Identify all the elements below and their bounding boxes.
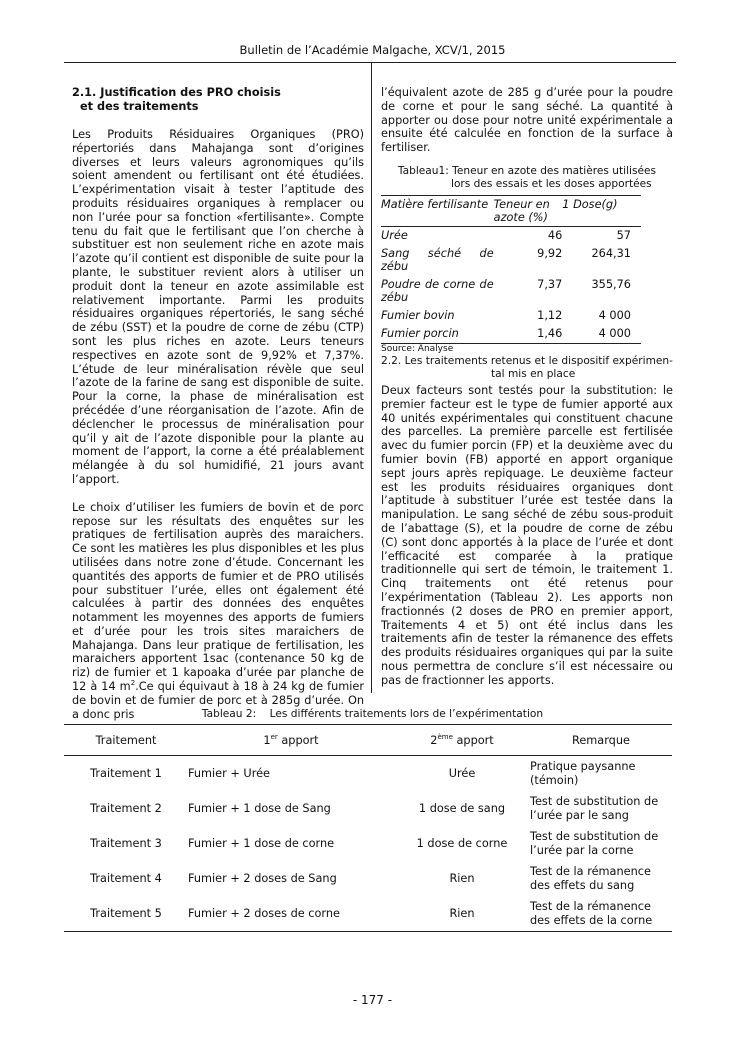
table2-cell-apport2: Rien: [449, 906, 475, 920]
section-title-line1: 2.1. Justification des PRO choisis: [72, 86, 281, 99]
table2-header-row: [64, 725, 672, 756]
table-row: [64, 826, 672, 861]
table1-cell-name: Fumier porcin: [381, 326, 459, 340]
table-row: [64, 791, 672, 826]
table2-cell-remarque: Test de substitution de l’urée par la corne: [530, 829, 659, 857]
paragraph-2-part1: Le choix d’utiliser les fumiers de bovin et de porc repose sur les résultats des enquêtes sur les pratiques de fertilisation auprès des maraichers. Ce sont les matières les plus disponibles et les plus utilisées dans notre zone d’étude. Concernant les quantités des apports de fumier et de PRO utilisés pour substituer l’urée, elles ont également été calculées à partir des données des enquêtes notamment les moyennes des apports de fumiers et d’urée pour les trois sites maraichers de Mahajanga. Dans leur pratique de fertilisation, les maraichers apportent 1sac (contenance 50 kg de riz) de fumier et 1 kapoaka d’urée par planche de 12 à 14 m: [72, 500, 364, 694]
table1-cell-name: Sang séché de zébu: [381, 246, 494, 273]
table2-caption: Tableau 2: Les différents traitements lors de l’expérimentation: [201, 708, 544, 720]
section-title-line2: et des traitements: [80, 100, 199, 113]
header-apport1-num: 1: [263, 733, 271, 747]
table1-cell-azote: 9,92: [537, 246, 563, 260]
header-apport1-text: apport: [277, 733, 319, 747]
table1-cell-azote: 1,12: [537, 308, 563, 322]
table-row: [381, 226, 641, 245]
paragraph-bottom: Deux facteurs sont testés pour la substitution: le premier facteur est le type de fumier apporté aux 40 unités expérimentales qui constituent chacune des parcelles. La première parcelle est fertilisée avec du fumier porcin (FP) et la deuxième avec du fumier bovin (FB) apporté en apport organique sept jours après repiquage. Le deuxième facteur est les produits résiduaires organiques dont l’aptitude à substituer l’urée est testée dans la manipulation. Le sang séché de zébu sous-produit de l’abattage (S), et la poudre de corne de zébu (C) sont donc apportés à la place de l’urée et dont l’efficacité est comparée à la pratique traditionnelle qui sert de témoin, le traitement 1. Cinq traitements ont été retenus pour l’expérimentation (Tableau 2). Les apports non fractionnés (2 doses de PRO en premier apport, Traitements 4 et 5) ont été inclus dans les traitements afin de tester la rémanence des effets des produits résiduaires organiques qui par la suite nous permettra de conclure s’il est nécessaire ou pas de fractionner les apports.: [381, 383, 673, 687]
table-row: [381, 307, 641, 325]
table1-cell-name: Poudre de corne de zébu: [381, 277, 494, 304]
right-column: [381, 86, 673, 688]
table2-cell-apport2: Rien: [449, 871, 475, 885]
table1-caption-line2: lors des essais et les doses apportées: [451, 177, 652, 190]
table1-cell-dose: 57: [616, 228, 631, 242]
table2: [64, 724, 672, 932]
table2-cell-apport2: 1 dose de sang: [418, 801, 506, 815]
table1: [381, 195, 641, 344]
table2-cell-traitement: Traitement 4: [90, 871, 162, 885]
table2-cell-apport1: Fumier + 1 dose de Sang: [188, 801, 331, 815]
column-divider: [371, 63, 372, 693]
header-apport2-num: 2: [430, 733, 438, 747]
paragraph-top: l’équivalent azote de 285 g d’urée pour la poudre de corne et pour le sang séché. La quantité à apporter ou dose pour notre unité expérimentale a ensuite été calculée en fonction de la surface à fertiliser.: [381, 86, 673, 155]
paragraph-1: Les Produits Résiduaires Organiques (PRO) répertoriés dans Mahajanga sont d’origines diverses et leurs valeurs agronomiques qu’ils soient amendent ou fertilisant ont été étudiées. L’expérimentation visait à tester l’aptitude des produits résiduaires organiques à remplacer ou non l’urée pour sa fonction «fertilisante». Compte tenu du fait que le fertilisant que l’on cherche à substituer est non seulement riche en azote mais l’azote qu’il contient est disponible de suite pour la plante, le substituer revient alors à utiliser un produit dont la teneur en azote assimilable est relativement importante. Parmi les produits résiduaires organiques répertoriés, le sang séché de zébu (SST) et la poudre de corne de zébu (CTP) sont les plus riches en azote. Leurs teneurs respectives en azote sont de 9,92% et 7,37%. L’étude de leur minéralisation révèle que seul l’azote de la farine de sang est disponible de suite. Pour la corne, la phase de minéralisation est précédée d’une réorganisation de l’azote. Afin de déclencher le processus de minéralisation pour qu’il y ait de l’azote disponible pour la plante au moment de l’apport, la corne a été préalablement mélangée à du sol humidifié, 21 jours avant l’apport.: [72, 128, 364, 486]
table1-cell-azote: 46: [547, 228, 563, 242]
subsection-title-line1: 2.2. Les traitements retenus et le dispositif expérimen-: [381, 354, 673, 367]
table2-cell-apport2: 1 dose de corne: [416, 836, 508, 850]
table1-caption: [381, 165, 673, 191]
table1-cell-dose: 264,31: [591, 246, 631, 260]
header-rule: [64, 62, 676, 63]
section-title: [72, 86, 364, 114]
table2-header-traitement: Traitement: [95, 733, 157, 747]
table1-source: Source: Analyse: [381, 343, 454, 354]
table2-cell-remarque: Test de substitution de l’urée par le sang: [530, 794, 659, 822]
table1-cell-dose: 4 000: [598, 308, 631, 322]
table1-header: Teneur en azote (%): [493, 197, 550, 224]
table-row: [381, 276, 641, 307]
table1-cell-azote: 7,37: [537, 277, 563, 291]
table2-cell-remarque: Test de la rémanence des effets du sang: [530, 864, 651, 892]
table2-header-remarque: Remarque: [572, 733, 630, 747]
table2-cell-remarque: Test de la rémanence des effets de la corne: [530, 899, 653, 927]
table-row: [64, 861, 672, 896]
table2-cell-remarque: Pratique paysanne (témoin): [530, 759, 636, 787]
table-row: [64, 896, 672, 932]
table2-cell-apport1: Fumier + 2 doses de Sang: [188, 871, 337, 885]
table1-cell-dose: 4 000: [598, 326, 631, 340]
subsection-title-line2: tal mis en place: [491, 367, 576, 380]
header-apport2-sup: ème: [437, 732, 453, 741]
table1-cell-name: Urée: [381, 228, 408, 242]
subsection-title: [381, 355, 673, 381]
paragraph-2-part2: .Ce qui équivaut à 18 à 24 kg de fumier de bovin et de fumier de porc et à 285g d’urée. On a donc pris: [72, 680, 364, 721]
table1-header: Matière fertilisante: [381, 197, 489, 211]
page-number: - 177 -: [352, 993, 393, 1007]
table2-cell-traitement: Traitement 1: [90, 766, 162, 780]
left-column: [72, 86, 364, 721]
table1-cell-dose: 355,76: [591, 277, 631, 291]
paragraph-2: [72, 501, 364, 722]
table1-cell-azote: 1,46: [537, 326, 563, 340]
table1-cell-name: Fumier bovin: [381, 308, 455, 322]
table2-cell-traitement: Traitement 3: [90, 836, 162, 850]
table1-caption-line1: Tableau1: Teneur en azote des matières utilisées: [397, 164, 657, 177]
table2-cell-apport1: Fumier + Urée: [188, 766, 270, 780]
table2-header-apport1: [188, 725, 394, 756]
table2-cell-apport1: Fumier + 1 dose de corne: [188, 836, 335, 850]
running-header: Bulletin de l’Académie Malgache, XCV/1, 2015: [239, 43, 506, 57]
table2-cell-traitement: Traitement 2: [90, 801, 162, 815]
table-row: [381, 245, 641, 276]
table1-header: 1 Dose(g): [562, 197, 618, 211]
table2-cell-apport2: Urée: [448, 766, 476, 780]
table-row: [381, 325, 641, 344]
table2-cell-traitement: Traitement 5: [90, 906, 162, 920]
header-apport2-text: apport: [452, 733, 494, 747]
table1-header-row: [381, 195, 641, 226]
header-apport1-sup: er: [270, 732, 278, 741]
table2-header-apport2: [394, 725, 530, 756]
table2-cell-apport1: Fumier + 2 doses de corne: [188, 906, 340, 920]
table-row: [64, 756, 672, 792]
superscript: 2: [130, 679, 136, 688]
